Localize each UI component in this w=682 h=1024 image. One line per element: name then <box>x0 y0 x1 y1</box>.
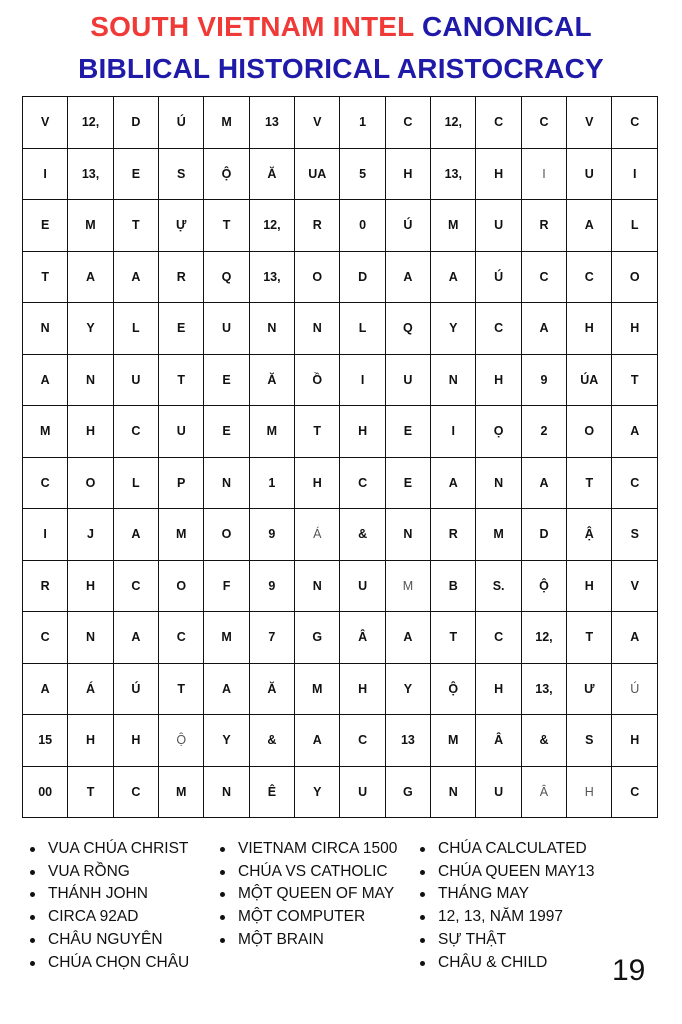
grid-cell: U <box>567 148 612 200</box>
grid-cell: R <box>23 560 68 612</box>
grid-cell: H <box>340 663 385 715</box>
grid-cell: R <box>431 509 476 561</box>
grid-cell: 12, <box>68 97 113 149</box>
grid-cell: M <box>204 612 249 664</box>
grid-row <box>23 612 658 664</box>
grid-cell: Ộ <box>204 148 249 200</box>
grid-cell: M <box>68 200 113 252</box>
grid-cell: N <box>476 457 521 509</box>
grid-cell: 12, <box>431 97 476 149</box>
grid-row <box>23 560 658 612</box>
grid-cell: Ộ <box>159 715 204 767</box>
grid-cell: N <box>431 766 476 818</box>
grid-cell: Ậ <box>567 509 612 561</box>
grid-cell: H <box>612 715 658 767</box>
grid-cell: C <box>340 457 385 509</box>
grid-cell: 00 <box>23 766 68 818</box>
grid-cell: T <box>204 200 249 252</box>
grid-cell: T <box>612 354 658 406</box>
grid-cell: 13 <box>385 715 430 767</box>
grid-cell: Y <box>431 303 476 355</box>
grid-cell: L <box>340 303 385 355</box>
grid-cell: O <box>295 251 340 303</box>
grid-cell: Ư <box>567 663 612 715</box>
grid-cell: E <box>113 148 158 200</box>
grid-cell: C <box>612 457 658 509</box>
grid-cell: Ă <box>249 148 294 200</box>
grid-cell: A <box>385 612 430 664</box>
grid-cell: M <box>159 766 204 818</box>
grid-cell: N <box>23 303 68 355</box>
grid-cell: C <box>159 612 204 664</box>
grid-cell: T <box>113 200 158 252</box>
grid-cell: I <box>340 354 385 406</box>
grid-cell: H <box>68 406 113 458</box>
word-list-column-3 <box>418 838 628 974</box>
grid-cell: V <box>612 560 658 612</box>
grid-cell: A <box>113 251 158 303</box>
grid-cell: V <box>23 97 68 149</box>
grid-cell: Y <box>204 715 249 767</box>
grid-cell: D <box>340 251 385 303</box>
grid-cell: H <box>567 303 612 355</box>
grid-cell: N <box>385 509 430 561</box>
grid-cell: N <box>204 457 249 509</box>
grid-cell: 0 <box>340 200 385 252</box>
grid-cell: O <box>204 509 249 561</box>
grid-cell: Á <box>68 663 113 715</box>
grid-cell: & <box>340 509 385 561</box>
grid-cell: H <box>476 663 521 715</box>
word-list-item: MỘT QUEEN OF MAY <box>218 883 408 906</box>
grid-cell: N <box>431 354 476 406</box>
grid-cell: M <box>431 200 476 252</box>
grid-cell: T <box>567 612 612 664</box>
grid-cell: Ồ <box>295 354 340 406</box>
grid-cell: U <box>159 406 204 458</box>
grid-cell: C <box>521 97 566 149</box>
grid-row <box>23 200 658 252</box>
grid-cell: Y <box>295 766 340 818</box>
grid-cell: Ă <box>249 663 294 715</box>
grid-cell: ÚA <box>567 354 612 406</box>
grid-cell: A <box>521 457 566 509</box>
word-list-column-2 <box>218 838 408 952</box>
grid-cell: 12, <box>249 200 294 252</box>
word-list-item: 12, 13, NĂM 1997 <box>418 906 628 929</box>
grid-cell: M <box>159 509 204 561</box>
grid-cell: Q <box>204 251 249 303</box>
grid-cell: G <box>385 766 430 818</box>
grid-cell: H <box>295 457 340 509</box>
grid-row <box>23 715 658 767</box>
grid-row <box>23 457 658 509</box>
grid-cell: 13 <box>249 97 294 149</box>
grid-cell: I <box>612 148 658 200</box>
grid-cell: 9 <box>521 354 566 406</box>
word-list-item: VIETNAM CIRCA 1500 <box>218 838 408 861</box>
grid-cell: C <box>612 97 658 149</box>
grid-cell: T <box>23 251 68 303</box>
grid-cell: R <box>159 251 204 303</box>
grid-cell: Y <box>385 663 430 715</box>
grid-cell: A <box>204 663 249 715</box>
grid-cell: H <box>385 148 430 200</box>
grid-cell: T <box>159 354 204 406</box>
grid-cell: D <box>113 97 158 149</box>
grid-cell: & <box>249 715 294 767</box>
grid-cell: R <box>521 200 566 252</box>
grid-cell: Á <box>295 509 340 561</box>
grid-cell: R <box>295 200 340 252</box>
grid-cell: 13, <box>431 148 476 200</box>
grid-cell: 9 <box>249 560 294 612</box>
grid-cell: I <box>431 406 476 458</box>
word-list-item: CHÚA QUEEN MAY13 <box>418 861 628 884</box>
grid-row <box>23 509 658 561</box>
grid-cell: Y <box>68 303 113 355</box>
grid-cell: 15 <box>23 715 68 767</box>
grid-cell: C <box>340 715 385 767</box>
grid-cell: Ú <box>612 663 658 715</box>
grid-cell: U <box>340 766 385 818</box>
grid-cell: E <box>204 354 249 406</box>
grid-cell: S <box>159 148 204 200</box>
word-list-item: CIRCA 92AD <box>28 906 218 929</box>
grid-cell: 13, <box>521 663 566 715</box>
grid-cell: A <box>612 406 658 458</box>
grid-cell: H <box>68 560 113 612</box>
grid-cell: 12, <box>521 612 566 664</box>
title-red-part: SOUTH VIETNAM INTEL <box>90 11 414 42</box>
grid-cell: U <box>340 560 385 612</box>
word-list-item: VUA RỒNG <box>28 861 218 884</box>
word-list-item: VUA CHÚA CHRIST <box>28 838 218 861</box>
grid-cell: Ú <box>159 97 204 149</box>
grid-cell: 5 <box>340 148 385 200</box>
grid-cell: G <box>295 612 340 664</box>
grid-cell: S <box>567 715 612 767</box>
grid-cell: O <box>159 560 204 612</box>
grid-cell: O <box>567 406 612 458</box>
grid-cell: Ú <box>476 251 521 303</box>
grid-cell: C <box>612 766 658 818</box>
grid-cell: C <box>385 97 430 149</box>
grid-cell: Ộ <box>521 560 566 612</box>
grid-cell: O <box>612 251 658 303</box>
grid-cell: 9 <box>249 509 294 561</box>
grid-cell: Q <box>385 303 430 355</box>
grid-cell: 2 <box>521 406 566 458</box>
grid-cell: E <box>385 457 430 509</box>
grid-cell: S. <box>476 560 521 612</box>
grid-cell: E <box>23 200 68 252</box>
grid-cell: C <box>521 251 566 303</box>
word-list-item: CHÚA CALCULATED <box>418 838 628 861</box>
grid-cell: A <box>521 303 566 355</box>
grid-cell: U <box>113 354 158 406</box>
page-number: 19 <box>612 954 646 987</box>
grid-cell: D <box>521 509 566 561</box>
grid-cell: B <box>431 560 476 612</box>
title-line-1 <box>0 6 682 48</box>
grid-cell: C <box>476 303 521 355</box>
grid-cell: M <box>23 406 68 458</box>
grid-cell: V <box>567 97 612 149</box>
grid-cell: A <box>612 612 658 664</box>
grid-cell: N <box>249 303 294 355</box>
grid-cell: H <box>567 560 612 612</box>
word-list-item: CHÂU & CHILD <box>418 952 628 975</box>
grid-cell: H <box>612 303 658 355</box>
grid-cell: M <box>431 715 476 767</box>
grid-cell: Ê <box>249 766 294 818</box>
grid-cell: Ộ <box>431 663 476 715</box>
grid-cell: H <box>476 148 521 200</box>
word-list-item: CHÂU NGUYÊN <box>28 929 218 952</box>
grid-cell: N <box>204 766 249 818</box>
grid-row <box>23 148 658 200</box>
grid-cell: F <box>204 560 249 612</box>
grid-cell: A <box>68 251 113 303</box>
grid-cell: A <box>113 509 158 561</box>
title-blue-part: CANONICAL <box>421 11 592 42</box>
word-list-item: CHÚA CHỌN CHÂU <box>28 952 218 975</box>
grid-cell: N <box>68 612 113 664</box>
grid-cell: A <box>23 354 68 406</box>
grid-cell: UA <box>295 148 340 200</box>
grid-cell: C <box>476 612 521 664</box>
grid-cell: A <box>295 715 340 767</box>
grid-cell: Â <box>476 715 521 767</box>
grid-cell: U <box>385 354 430 406</box>
grid-cell: C <box>23 457 68 509</box>
grid-cell: C <box>113 560 158 612</box>
grid-row <box>23 97 658 149</box>
grid-cell: T <box>159 663 204 715</box>
word-list-item: CHÚA VS CATHOLIC <box>218 861 408 884</box>
grid-cell: 1 <box>249 457 294 509</box>
title-line-2: BIBLICAL HISTORICAL ARISTOCRACY <box>78 53 604 84</box>
grid-cell: Ú <box>113 663 158 715</box>
grid-cell: O <box>68 457 113 509</box>
grid-cell: M <box>385 560 430 612</box>
grid-row <box>23 406 658 458</box>
grid-cell: S <box>612 509 658 561</box>
grid-cell: L <box>113 303 158 355</box>
grid-cell: 1 <box>340 97 385 149</box>
grid-cell: A <box>431 251 476 303</box>
grid-cell: H <box>567 766 612 818</box>
grid-cell: H <box>476 354 521 406</box>
grid-cell: H <box>113 715 158 767</box>
grid-cell: 13, <box>249 251 294 303</box>
grid-cell: T <box>295 406 340 458</box>
word-list-column-1 <box>28 838 218 974</box>
grid-cell: C <box>23 612 68 664</box>
grid-cell: U <box>204 303 249 355</box>
grid-cell: E <box>385 406 430 458</box>
word-list-item: MỘT COMPUTER <box>218 906 408 929</box>
word-list-item: THÁNG MAY <box>418 883 628 906</box>
grid-cell: U <box>476 200 521 252</box>
grid-cell: 7 <box>249 612 294 664</box>
grid-cell: I <box>23 148 68 200</box>
grid-cell: A <box>113 612 158 664</box>
grid-cell: L <box>612 200 658 252</box>
grid-cell: A <box>385 251 430 303</box>
grid-cell: Ú <box>385 200 430 252</box>
grid-cell: M <box>249 406 294 458</box>
word-list-item: THÁNH JOHN <box>28 883 218 906</box>
grid-cell: C <box>113 406 158 458</box>
grid-row <box>23 251 658 303</box>
grid-cell: I <box>23 509 68 561</box>
grid-cell: T <box>431 612 476 664</box>
grid-cell: E <box>204 406 249 458</box>
grid-cell: N <box>68 354 113 406</box>
grid-cell: Â <box>340 612 385 664</box>
grid-cell: N <box>295 560 340 612</box>
grid-cell: P <box>159 457 204 509</box>
grid-cell: 13, <box>68 148 113 200</box>
grid-cell: V <box>295 97 340 149</box>
grid-cell: & <box>521 715 566 767</box>
grid-cell: C <box>113 766 158 818</box>
grid-cell: M <box>476 509 521 561</box>
grid-cell: C <box>476 97 521 149</box>
grid-cell: M <box>204 97 249 149</box>
grid-cell: A <box>23 663 68 715</box>
grid-cell: A <box>431 457 476 509</box>
grid-cell: N <box>295 303 340 355</box>
grid-cell: J <box>68 509 113 561</box>
grid-row <box>23 354 658 406</box>
grid-cell: A <box>567 200 612 252</box>
word-search-grid <box>22 96 658 818</box>
grid-cell: T <box>567 457 612 509</box>
grid-row <box>23 303 658 355</box>
word-list-item: MỘT BRAIN <box>218 929 408 952</box>
grid-cell: M <box>295 663 340 715</box>
grid-cell: L <box>113 457 158 509</box>
grid-cell: I <box>521 148 566 200</box>
grid-cell: Ọ <box>476 406 521 458</box>
grid-cell: Ự <box>159 200 204 252</box>
grid-row <box>23 663 658 715</box>
word-list-item: SỰ THẬT <box>418 929 628 952</box>
grid-cell: Ă <box>249 354 294 406</box>
grid-cell: H <box>68 715 113 767</box>
grid-cell: U <box>476 766 521 818</box>
grid-cell: C <box>567 251 612 303</box>
grid-cell: H <box>340 406 385 458</box>
grid-cell: E <box>159 303 204 355</box>
grid-cell: T <box>68 766 113 818</box>
grid-cell: Â <box>521 766 566 818</box>
grid-row <box>23 766 658 818</box>
